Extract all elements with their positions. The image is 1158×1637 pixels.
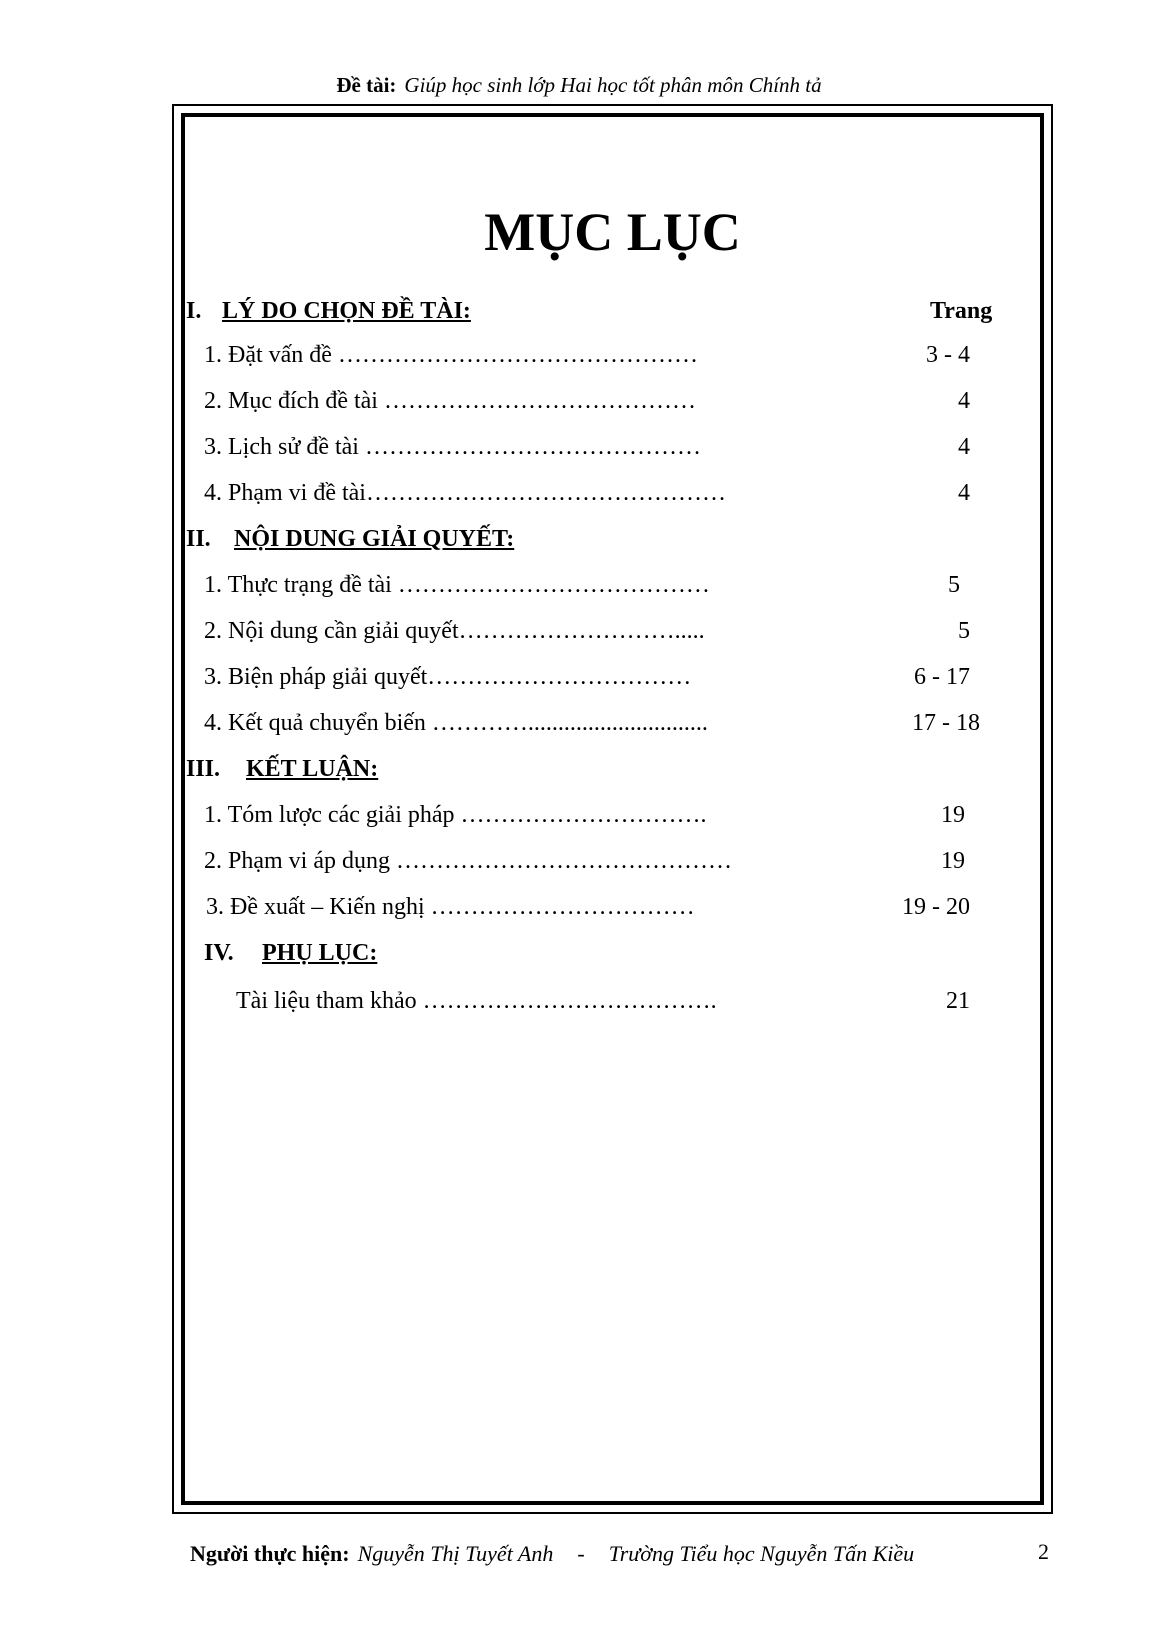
toc-item-page: 3 - 4 bbox=[926, 342, 970, 368]
toc-item[interactable]: 2. Phạm vi áp dụng …………………………………… bbox=[204, 848, 732, 874]
toc-section-2[interactable] bbox=[186, 522, 514, 556]
toc-item[interactable]: 2. Mục đích đề tài ………………………………… bbox=[204, 388, 696, 414]
section-number: II. bbox=[186, 526, 211, 552]
toc-item-page: 5 bbox=[958, 618, 970, 644]
section-number: I. bbox=[186, 298, 202, 324]
toc-title: MỤC LỤC bbox=[484, 202, 741, 262]
toc-item-page: 19 bbox=[941, 802, 965, 828]
toc-item[interactable]: 3. Biện pháp giải quyết…………………………… bbox=[204, 664, 692, 690]
page-footer bbox=[190, 1540, 914, 1568]
header-title: Giúp học sinh lớp Hai học tốt phân môn Chính tả bbox=[404, 73, 822, 97]
section-number: III. bbox=[186, 756, 221, 782]
toc-item-page: 19 - 20 bbox=[902, 894, 970, 920]
toc-item[interactable]: Tài liệu tham khảo ………………………………. bbox=[236, 988, 717, 1014]
toc-item-page: 6 - 17 bbox=[914, 664, 970, 690]
toc-item-page: 21 bbox=[946, 988, 970, 1014]
footer-school: Trường Tiểu học Nguyễn Tấn Kiều bbox=[608, 1541, 915, 1566]
toc-item[interactable]: 1. Tóm lược các giải pháp …………………………. bbox=[204, 802, 707, 828]
toc-section-1[interactable] bbox=[186, 294, 471, 328]
toc-section-3[interactable] bbox=[186, 752, 378, 786]
section-title: NỘI DUNG GIẢI QUYẾT: bbox=[234, 526, 515, 552]
toc-item-page: 19 bbox=[941, 848, 965, 874]
toc-item-page: 5 bbox=[948, 572, 960, 598]
footer-separator: - bbox=[577, 1541, 585, 1566]
toc-item[interactable]: 4. Kết quả chuyển biến ………….............................. bbox=[204, 710, 708, 736]
page-column-label: Trang bbox=[930, 298, 993, 324]
toc-item[interactable]: 3. Lịch sử đề tài …………………………………… bbox=[204, 434, 701, 460]
toc-item[interactable]: 2. Nội dung cần giải quyết………………………..... bbox=[204, 618, 705, 644]
toc-item-page: 4 bbox=[958, 480, 970, 506]
toc-item-page: 17 - 18 bbox=[912, 710, 980, 736]
toc-item-page: 4 bbox=[958, 388, 970, 414]
toc-item[interactable]: 4. Phạm vi đề tài……………………………………… bbox=[204, 480, 726, 506]
footer-label: Người thực hiện: bbox=[190, 1541, 350, 1566]
header-label: Đề tài: bbox=[336, 73, 397, 97]
toc-item[interactable]: 3. Đề xuất – Kiến nghị …………………………… bbox=[206, 894, 695, 920]
section-title: PHỤ LỤC: bbox=[262, 940, 378, 966]
page-number: 2 bbox=[1038, 1539, 1049, 1564]
section-title: LÝ DO CHỌN ĐỀ TÀI: bbox=[222, 298, 471, 324]
toc-item[interactable]: 1. Thực trạng đề tài ………………………………… bbox=[204, 572, 710, 598]
footer-author: Nguyễn Thị Tuyết Anh bbox=[357, 1541, 554, 1566]
toc-item-page: 4 bbox=[958, 434, 970, 460]
section-title: KẾT LUẬN: bbox=[246, 756, 379, 782]
section-number: IV. bbox=[204, 940, 234, 966]
toc-item[interactable]: 1. Đặt vấn đề ……………………………………… bbox=[204, 342, 698, 368]
page-header bbox=[0, 72, 1158, 98]
toc-section-4[interactable] bbox=[204, 936, 377, 970]
